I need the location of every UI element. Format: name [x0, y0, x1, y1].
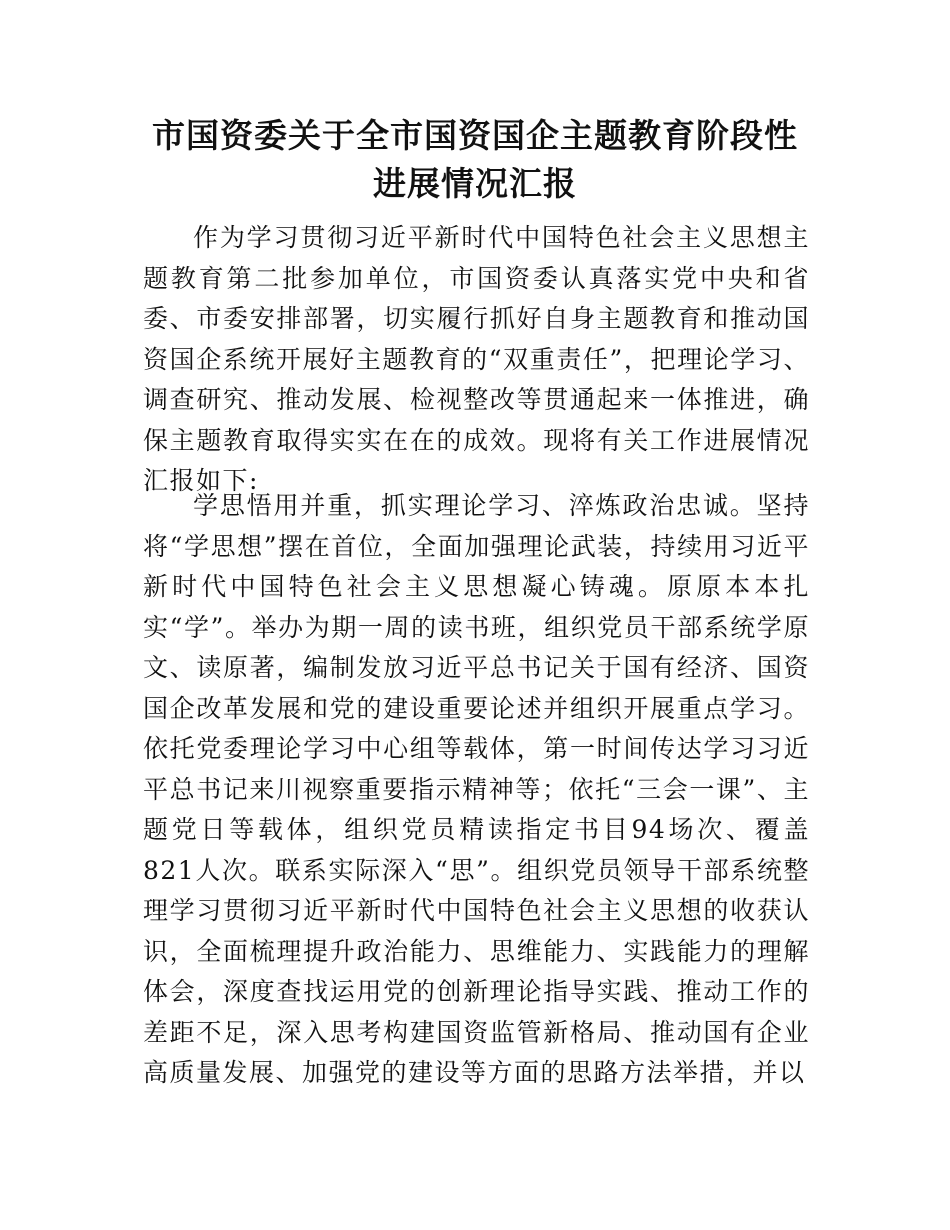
- paragraph-theory-study: 学思悟用并重，抓实理论学习、淬炼政治忠诚。坚持将“学思想”摆在首位，全面加强理论武装，持续用习近平新时代中国特色社会主义思想凝心铸魂。原原本本扎实“学”。举办为期一周的读书班，组织党员干部系统学原文、读原著，编制发放习近平总书记关于国有经济、国资国企改革发展和党的建设重要论述并组织开展重点学习。依托党委理论学习中心组等载体，第一时间传达学习习近平总书记来川视察重要指示精神等；依托“三会一课”、主题党日等载体，组织党员精读指定书目94场次、覆盖821人次。联系实际深入“思”。组织党员领导干部系统整理学习贯彻习近平新时代中国特色社会主义思想的收获认识，全面梳理提升政治能力、思维能力、实践能力的理解体会，深度查找运用党的创新理论指导实践、推动工作的差距不足，深入思考构建国资监管新格局、推动国有企业高质量发展、加强党的建设等方面的思路方法举措，并以: [143, 491, 810, 1087]
- paragraph-intro: 作为学习贯彻习近平新时代中国特色社会主义思想主题教育第二批参加单位，市国资委认真落实党中央和省委、市委安排部署，切实履行抓好自身主题教育和推动国资国企系统开展好主题教育的“双重责任”，把理论学习、调查研究、推动发展、检视整改等贯通起来一体推进，确保主题教育取得实实在在的成效。现将有关工作进展情况汇报如下:: [143, 223, 810, 495]
- document-title: 市国资委关于全市国资国企主题教育阶段性进展情况汇报: [152, 116, 798, 203]
